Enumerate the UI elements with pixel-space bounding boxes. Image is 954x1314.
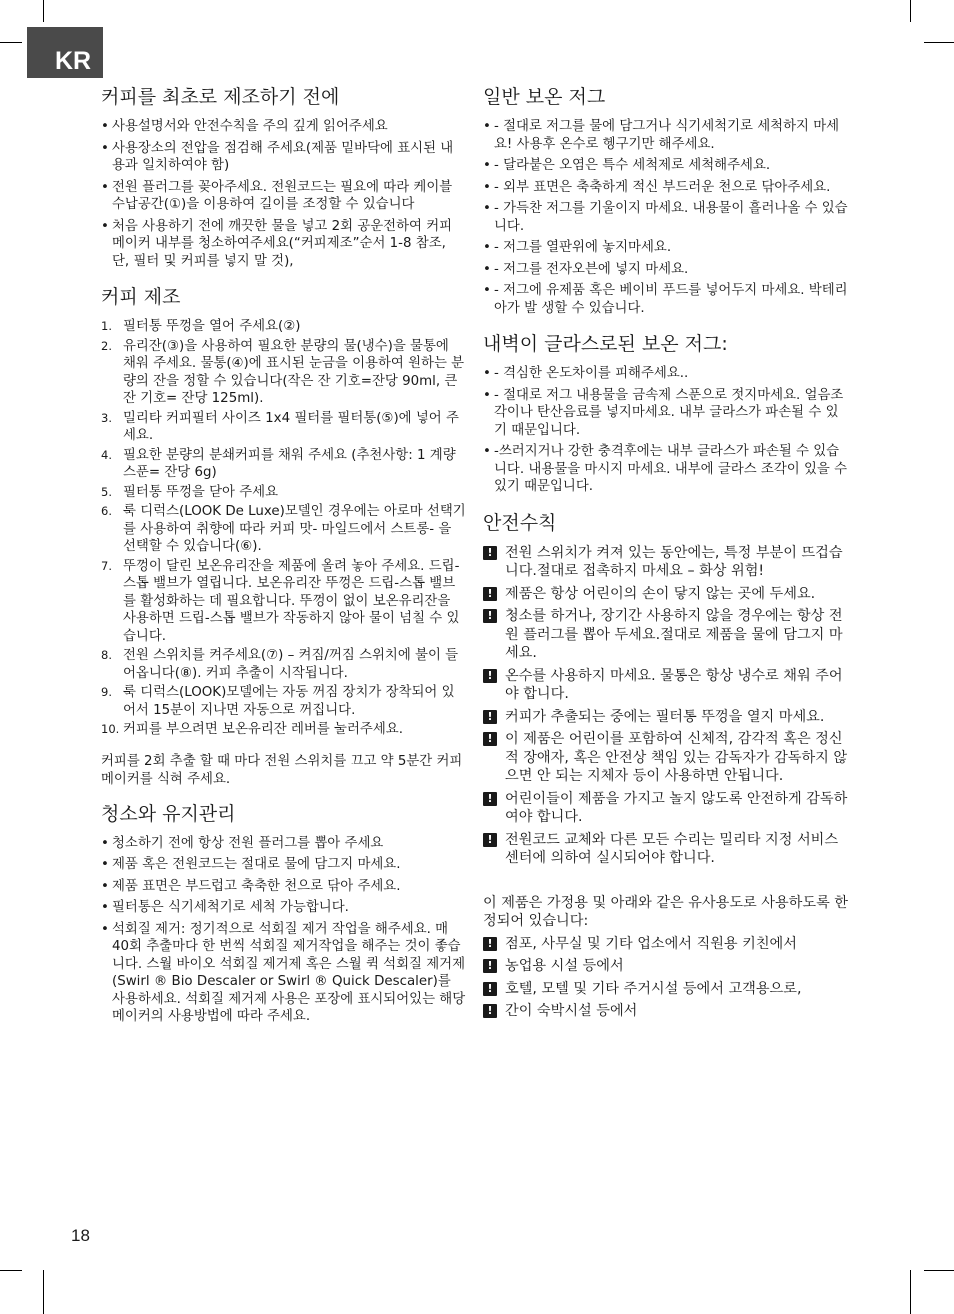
warning-text: 제품은 항상 어린이의 손이 닿지 않는 곳에 두세요. — [505, 585, 816, 602]
step-item — [101, 318, 466, 336]
bullet-list — [483, 365, 851, 496]
warning-icon: ! — [483, 833, 497, 847]
warning-item — [483, 667, 851, 704]
crop-mark — [910, 1270, 911, 1314]
warning-item — [483, 730, 851, 786]
step-item — [101, 558, 466, 646]
brewing-section — [101, 284, 466, 789]
crop-mark — [43, 1270, 44, 1314]
warning-item — [483, 607, 851, 663]
list-item: • - 저그에 유제품 혹은 베이비 푸드를 넣어두지 마세요. 박테리아가 발 생할 수 있습니다. — [483, 282, 851, 317]
step-number: 1. — [101, 319, 112, 333]
step-number: 3. — [101, 410, 112, 425]
section-title: 일반 보온 저그 — [483, 86, 606, 108]
step-number: 8. — [101, 648, 112, 662]
usage-item — [483, 957, 851, 976]
warning-item — [483, 831, 851, 868]
step-item — [101, 647, 466, 682]
warning-list — [483, 544, 851, 868]
usage-item — [483, 1002, 851, 1021]
step-item — [101, 410, 466, 445]
list-item: • - 절대로 저그 내용물을 금속제 스푼으로 젓지마세요. 얼음조각이나 탄산음료를 넣지마세요. 내부 글라스가 파손될 수 있기 때문입니다. — [483, 387, 851, 440]
list-item: • 사용설명서와 안전수칙을 주의 깊게 읽어주세요 — [101, 118, 466, 136]
warning-icon: ! — [483, 669, 497, 683]
usage-intro: 이 제품은 가정용 및 아래와 같은 유사용도로 사용하도록 한정되어 있습니다: — [483, 894, 849, 929]
step-text: 필터통 뚜껑을 닫아 주세요 — [123, 484, 279, 500]
crop-mark — [924, 42, 954, 43]
list-item: • -쓰러지거나 강한 충격후에는 내부 글라스가 파손될 수 있습니다. 내용물을 마시지 마세요. 내부에 글라스 조각이 있을 수 있기 때문입니다. — [483, 443, 851, 496]
list-item: • 필터통은 식기세척기로 세척 가능합니다. — [101, 899, 466, 917]
step-text: 룩 디럭스(LOOK De Luxe)모델인 경우에는 아로마 선택기를 사용하여 취향에 따라 커피 맛- 마일드에서 스트롱- 을 선택할 수 있습니다(⑥). — [123, 504, 466, 554]
warning-icon: ! — [483, 959, 497, 973]
left-column — [101, 84, 466, 1030]
general-jug-section — [483, 84, 851, 317]
step-item — [101, 503, 466, 556]
brewing-note: 커피를 2회 추출 할 때 마다 전원 스위치를 끄고 약 5분간 커피 메이커를 식혀 주세요. — [101, 753, 463, 787]
step-text: 뚜껑이 달린 보온유리잔을 제품에 올려 놓아 주세요. 드립-스톱 밸브가 열립니다. 보온유리잔 뚜껑은 드립-스톱 밸브를 활성화하는 데 필요합니다. 뚜껑이 없이 보온유리잔을 사용하면 드립-스톱 밸브가 작동하지 않아 물이 넘칠 수 있습니다. — [123, 558, 460, 644]
step-text: 룩 디럭스(LOOK)모델에는 자동 꺼짐 장치가 장착되어 있어서 15분이 지나면 자동으로 꺼집니다. — [123, 685, 455, 718]
crop-mark — [0, 42, 22, 43]
section-title: 내벽이 글라스로된 보온 저그: — [483, 333, 728, 355]
list-item: • 전원 플러그를 꽂아주세요. 전원코드는 필요에 따라 케이블 수납공간(①)을 이용하여 길이를 조정할 수 있습니다 — [101, 179, 466, 214]
crop-mark — [924, 1270, 954, 1271]
section-title: 청소와 유지관리 — [101, 802, 236, 825]
step-item — [101, 684, 466, 719]
warning-item — [483, 790, 851, 827]
bullet-list — [483, 118, 851, 317]
list-item: • 처음 사용하기 전에 깨끗한 물을 넣고 2회 공운전하여 커피 메이커 내부를 청소하여주세요(“커피제조”순서 1-8 참조, 단, 필터 및 커피를 넣지 말 것), — [101, 218, 466, 271]
usage-text: 점포, 사무실 및 기타 업소에서 직원용 키친에서 — [505, 935, 797, 952]
list-item: • - 격심한 온도차이를 피해주세요.. — [483, 365, 851, 383]
list-item: • 사용장소의 전압을 점검해 주세요(제품 밑바닥에 표시된 내용과 일치하여야 함) — [101, 140, 466, 175]
crop-mark — [0, 1270, 22, 1271]
section-title: 커피 제조 — [101, 286, 181, 308]
step-text: 필터통 뚜껑을 열어 주세요(②) — [123, 319, 301, 334]
step-text: 유리잔(③)을 사용하여 필요한 분량의 물(냉수)을 물통에 채워 주세요. 물통(④)에 표시된 눈금을 이용하여 원하는 분량의 잔을 정할 수 있습니다(작은 잔 기호=잔당 90ml, 큰 잔 기호= 잔당 125ml). — [123, 338, 465, 406]
warning-text: 어린이들이 제품을 가지고 놀지 않도록 안전하게 감독하여야 합니다. — [505, 790, 848, 825]
before-first-use-section — [101, 84, 466, 270]
list-item: • 제품 표면은 부드럽고 축축한 천으로 닦아 주세요. — [101, 878, 466, 896]
list-item: • 석회질 제거: 정기적으로 석회질 제거 작업을 해주세요. 매 40회 추출마다 한 번씩 석회질 제거작업을 해주는 것이 좋습니다. 스월 바이오 석회질 제거제 혹은 스월 퀵 석회질 제거제(Swirl ® Bio Descaler or Swirl ® Quick Descaler)를 사용하세요. 석회질 제거제 사용은 포장에 표시되어있는 해당 메이커의 사용방법에 따라 주세요. — [101, 921, 466, 1026]
page-number: 18 — [71, 1226, 90, 1245]
warning-icon: ! — [483, 1004, 497, 1018]
warning-text: 온수를 사용하지 마세요. 물통은 항상 냉수로 채워 주어야 합니다. — [505, 667, 843, 702]
step-number: 9. — [101, 685, 112, 699]
list-item: • - 달라붙은 오염은 특수 세척제로 세척해주세요. — [483, 157, 851, 175]
warning-icon: ! — [483, 587, 497, 601]
crop-mark — [910, 0, 911, 22]
cleaning-section — [101, 801, 466, 1026]
list-item: • - 절대로 저그를 물에 담그거나 식기세척기로 세척하지 마세요! 사용후 온수로 헹구기만 해주세요. — [483, 118, 851, 153]
step-text: 밀리타 커피필터 사이즈 1x4 필터를 필터통(⑤)에 넣어 주세요. — [123, 410, 459, 443]
list-item: • - 가득찬 저그를 기울이지 마세요. 내용물이 흘러나올 수 있습니다. — [483, 200, 851, 235]
usage-text: 호텔, 모텔 및 기타 주거시설 등에서 고객용으로, — [505, 980, 802, 997]
warning-icon: ! — [483, 792, 497, 806]
language-tab: KR — [27, 27, 103, 78]
warning-text: 이 제품은 어린이를 포함하여 신체적, 감각적 혹은 정신적 장애자, 혹은 안전상 책임 있는 감독자가 감독하지 않으면 안 되는 지체자 등이 사용하면 안됩니다. — [505, 731, 848, 784]
list-item: • - 외부 표면은 축축하게 적신 부드러운 천으로 닦아주세요. — [483, 179, 851, 197]
crop-mark — [43, 0, 44, 22]
warning-icon: ! — [483, 982, 497, 996]
warning-icon: ! — [483, 609, 497, 623]
step-item — [101, 484, 466, 502]
warning-icon: ! — [483, 732, 497, 746]
step-text: 전원 스위치를 켜주세요(⑦) – 켜짐/꺼짐 스위치에 불이 들어옵니다(⑧). 커피 추출이 시작됩니다. — [123, 648, 459, 681]
warning-text: 청소를 하거나, 장기간 사용하지 않을 경우에는 항상 전원 플러그를 뽑아 두세요.절대로 제품을 물에 담그지 마세요. — [505, 608, 843, 661]
warning-text: 커피가 추출되는 중에는 필터통 뚜껑을 열지 마세요. — [505, 708, 825, 725]
bullet-list — [101, 118, 466, 270]
warning-item — [483, 708, 851, 727]
warning-icon: ! — [483, 710, 497, 724]
safety-section — [483, 510, 851, 1021]
section-title: 커피를 최초로 제조하기 전에 — [101, 86, 340, 108]
step-item — [101, 338, 466, 408]
usage-text: 간이 숙박시설 등에서 — [505, 1003, 638, 1019]
section-title: 안전수칙 — [483, 511, 557, 534]
step-number: 10. — [101, 722, 120, 736]
usage-item — [483, 980, 851, 999]
bullet-list — [101, 835, 466, 1026]
list-item: • 청소하기 전에 항상 전원 플러그를 뽑아 주세요 — [101, 835, 466, 853]
step-number: 6. — [101, 504, 112, 518]
step-text: 커피를 부으려면 보온유리잔 레버를 눌러주세요. — [123, 722, 403, 737]
warning-item — [483, 544, 851, 581]
glass-jug-section — [483, 331, 851, 496]
step-number: 4. — [101, 447, 112, 462]
step-number: 7. — [101, 558, 112, 573]
step-number: 2. — [101, 338, 112, 353]
warning-item — [483, 585, 851, 604]
step-item — [101, 447, 466, 482]
step-item — [101, 721, 466, 739]
usage-item — [483, 935, 851, 954]
warning-text: 전원 스위치가 켜져 있는 동안에는, 특정 부분이 뜨겁습니다.절대로 접촉하지 마세요 – 화상 위험! — [505, 544, 843, 579]
warning-icon: ! — [483, 937, 497, 951]
step-text: 필요한 분량의 분쇄커피를 채워 주세요 (추천사항: 1 계량 스푼= 잔당 6g) — [123, 447, 456, 480]
usage-text: 농업용 시설 등에서 — [505, 958, 624, 974]
warning-text: 전원코드 교체와 다른 모든 수리는 밀리타 지정 서비스 센터에 의하여 실시되어야 합니다. — [505, 831, 839, 866]
list-item: • - 저그를 전자오븐에 넣지 마세요. — [483, 261, 851, 279]
warning-icon: ! — [483, 546, 497, 560]
step-list — [101, 318, 466, 739]
list-item: • - 저그를 열판위에 놓지마세요. — [483, 239, 851, 257]
list-item: • 제품 혹은 전원코드는 절대로 물에 담그지 마세요. — [101, 856, 466, 874]
usage-list — [483, 935, 851, 1021]
step-number: 5. — [101, 484, 112, 499]
right-column — [483, 84, 851, 1025]
